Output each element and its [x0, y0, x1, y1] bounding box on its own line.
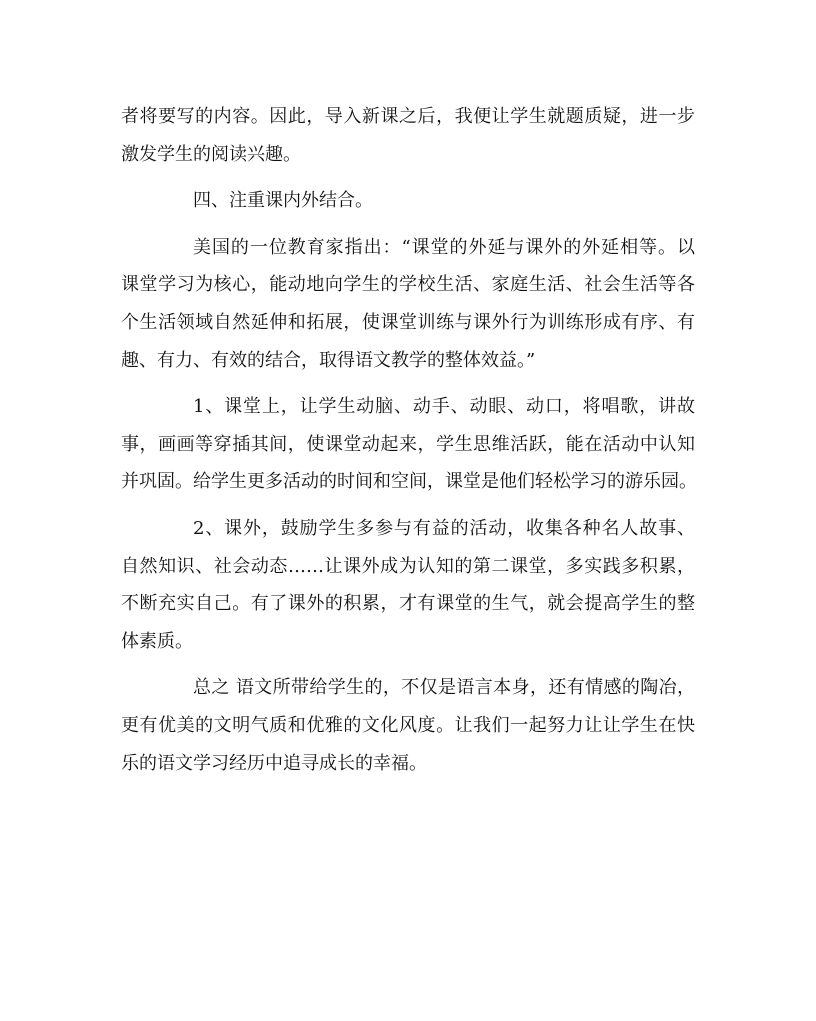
paragraph-item-2	[121, 510, 695, 660]
section-heading	[121, 182, 695, 220]
document-body	[121, 98, 695, 782]
paragraph-quote	[121, 229, 695, 379]
text-line: 课堂学习为核心，能动地向学生的学校生活、家庭生活、社会生活等各	[121, 274, 695, 296]
paragraph-continuation	[121, 98, 695, 173]
text-line: 个生活领域自然延伸和拓展，使课堂训练与课外行为训练形成有序、有	[121, 311, 695, 333]
text-line: 不断充实自己。有了课外的积累，才有课堂的生气，就会提高学生的整	[121, 593, 695, 615]
text-line: 体素质。	[121, 630, 193, 652]
text-line: 美国的一位教育家指出：“课堂的外延与课外的外延相等。以	[193, 236, 695, 258]
heading-line: 四、注重课内外结合。	[193, 190, 373, 212]
paragraph-item-1	[121, 388, 695, 501]
text-line: 更有优美的文明气质和优雅的文化风度。让我们一起努力让让学生在快	[121, 714, 695, 736]
text-line: 者将要写的内容。因此，导入新课之后，我便让学生就题质疑，进一步	[121, 106, 695, 127]
text-line: 自然知识、社会动态……让课外成为认知的第二课堂，多实践多积累，	[121, 555, 695, 577]
text-line: 趣、有力、有效的结合，取得语文教学的整体效益。”	[121, 349, 536, 371]
text-line: 1、课堂上，让学生动脑、动手、动眼、动口，将唱歌，讲故	[193, 396, 695, 418]
paragraph-conclusion	[121, 669, 695, 782]
text-line: 乐的语文学习经历中追寻成长的幸福。	[121, 752, 427, 774]
text-line: 2、课外，鼓励学生多参与有益的活动，收集各种名人故事、	[193, 517, 695, 539]
text-line: 激发学生的阅读兴趣。	[121, 143, 301, 165]
text-line: 总之 语文所带给学生的，不仅是语言本身，还有情感的陶冶，	[193, 677, 695, 699]
text-line: 并巩固。给学生更多活动的时间和空间，课堂是他们轻松学习的游乐园。	[121, 471, 697, 493]
text-line: 事，画画等穿插其间，使课堂动起来，学生思维活跃，能在活动中认知	[121, 433, 695, 455]
